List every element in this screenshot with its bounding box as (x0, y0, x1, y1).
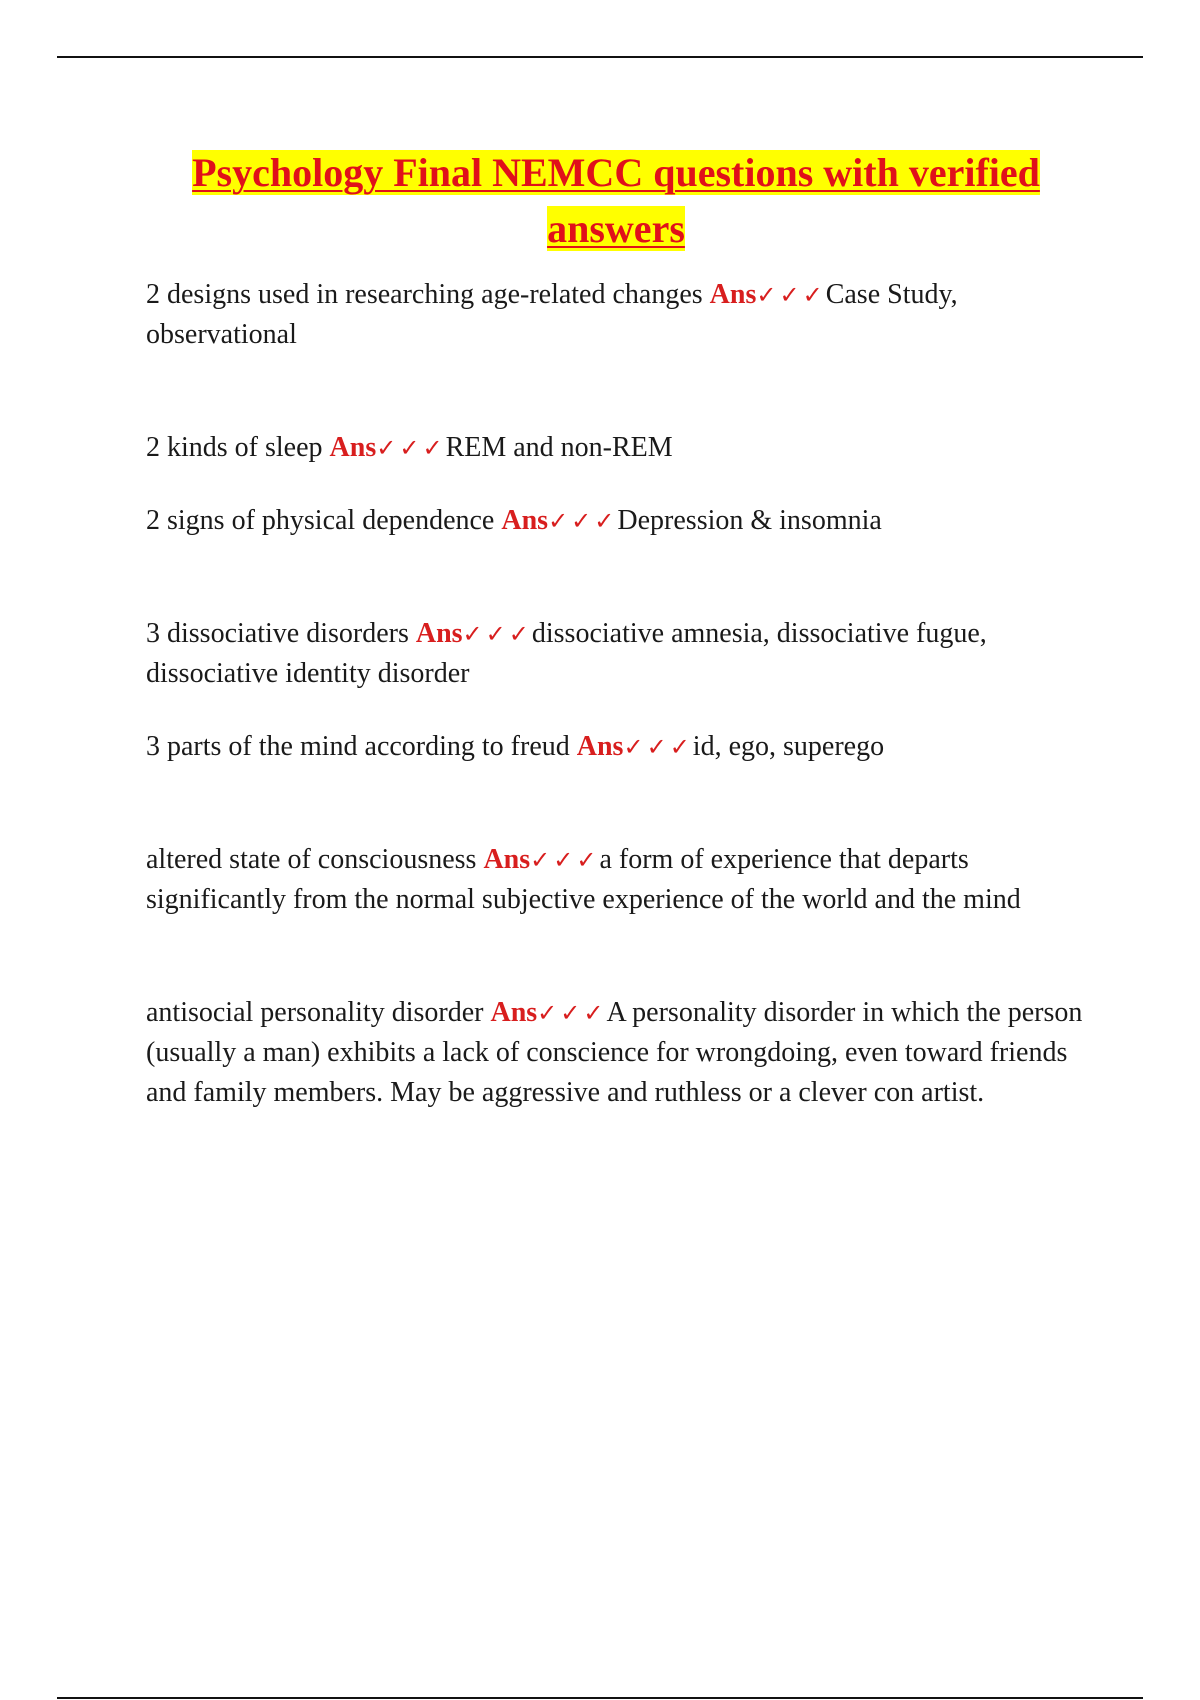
check-marks-icon: ✓✓✓ (548, 507, 618, 535)
answer-text: a form of experience that departs significantly from the normal subjective experience of the world and the mind (146, 844, 1021, 915)
answer-text: A personality disorder in which the person (usually a man) exhibits a lack of conscience for wrongdoing, even toward friends and family members. May be aggressive and ruthless or a clever con artist. (146, 997, 1083, 1108)
qa-item (146, 614, 1086, 694)
answer-marker: Ans (576, 731, 624, 762)
check-marks-icon: ✓✓✓ (537, 999, 607, 1027)
question-text: 2 kinds of sleep (146, 432, 323, 463)
question-text: 3 dissociative disorders (146, 618, 409, 649)
qa-item (146, 840, 1086, 920)
question-text: altered state of consciousness (146, 844, 477, 875)
answer-text: Depression & insomnia (617, 505, 882, 536)
answer-marker: Ans (709, 279, 757, 310)
qa-item (146, 993, 1086, 1113)
question-text: 2 designs used in researching age-related changes (146, 279, 703, 310)
answer-marker: Ans (329, 432, 377, 463)
qa-item (146, 275, 1086, 355)
answer-text: id, ego, superego (692, 731, 885, 762)
bottom-divider (57, 1697, 1143, 1699)
answer-text: Case Study, observational (146, 279, 958, 350)
answer-text: REM and non-REM (445, 432, 673, 463)
question-text: 2 signs of physical dependence (146, 505, 495, 536)
qa-list (146, 275, 1086, 1113)
answer-marker: Ans (483, 844, 531, 875)
check-marks-icon: ✓✓✓ (376, 434, 446, 462)
answer-text: dissociative amnesia, dissociative fugue, dissociative identity disorder (146, 618, 987, 689)
answer-marker: Ans (415, 618, 463, 649)
document-body (146, 145, 1086, 1113)
qa-item (146, 501, 1086, 541)
check-marks-icon: ✓✓✓ (756, 281, 826, 309)
document-title (146, 145, 1086, 257)
answer-marker: Ans (490, 997, 538, 1028)
check-marks-icon: ✓✓✓ (530, 846, 600, 874)
top-divider (57, 56, 1143, 58)
check-marks-icon: ✓✓✓ (623, 733, 693, 761)
qa-item (146, 727, 1086, 767)
question-text: 3 parts of the mind according to freud (146, 731, 570, 762)
qa-item (146, 428, 1086, 468)
answer-marker: Ans (501, 505, 549, 536)
question-text: antisocial personality disorder (146, 997, 484, 1028)
check-marks-icon: ✓✓✓ (462, 620, 532, 648)
document-title-text: Psychology Final NEMCC questions with verified answers (192, 150, 1040, 251)
